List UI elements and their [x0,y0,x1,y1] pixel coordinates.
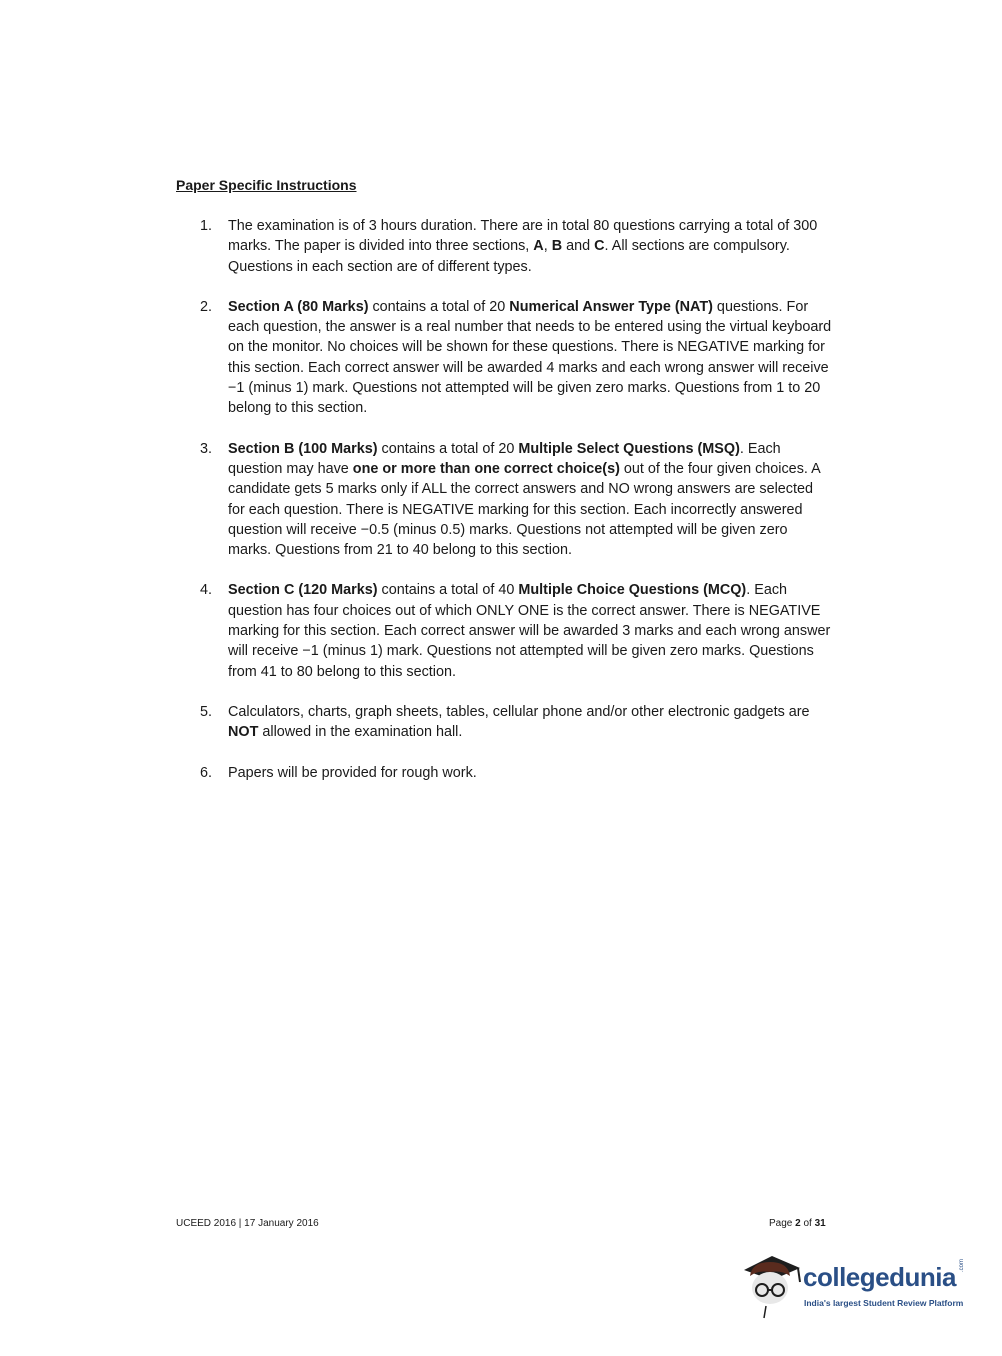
instruction-text [228,216,832,277]
bold-text: Multiple Select Questions (MSQ) [518,440,740,457]
bold-text: NOT [228,724,259,741]
instruction-item [200,580,832,681]
instruction-number: 1. [200,218,213,234]
instruction-item [200,763,832,783]
instruction-text [228,297,832,419]
instruction-item [200,216,832,277]
text-run: . Each question has four choices out of which ONLY ONE is the correct answer. There is NEGATIVE marking for this section. Each correct answer will be awarded 3 marks and each wrong answer will receive −1 (minus 1) mark. Questions not attempted will be given zero marks. Questions from 41 to 80 belong to this section. [228,582,831,680]
page-prefix: Page [769,1218,796,1229]
instruction-list [200,216,832,803]
text-run: out of the four given choices. A candidate gets 5 marks only if ALL the correct answers and NO wrong answers are selected for each question. There is NEGATIVE marking for this section. Each incorrectly answered question will receive −0.5 (minus 0.5) marks. Questions not attempted will be given zero marks. Questions from 21 to 40 belong to this section. [228,460,820,559]
page-current: 2 [795,1218,801,1229]
instruction-number: 3. [200,440,213,457]
instruction-text [228,580,832,681]
text-run: allowed in the examination hall. [258,724,463,741]
text-run: contains a total of 20 [377,440,519,457]
brand-domain: .com [959,1258,965,1272]
footer-page-number [769,1218,826,1229]
text-run: Calculators, charts, graph sheets, tables, cellular phone and/or other electronic gadgets are [228,703,810,720]
instruction-number: 2. [200,298,213,315]
bold-text: Section A (80 Marks) [228,298,369,315]
instruction-number: 4. [200,582,213,599]
instruction-text [228,439,832,561]
bold-text: Numerical Answer Type (NAT) [509,298,713,315]
footer-exam-date: UCEED 2016 | 17 January 2016 [176,1218,319,1229]
text-run: The examination is of 3 hours duration. There are in total 80 questions carrying a total of 300 marks. The paper is divided into three sections, [228,218,818,255]
text-run: , [543,238,552,255]
bold-text: one or more than one correct choice(s) [352,460,620,477]
page-of: of [800,1218,815,1229]
instruction-item [200,702,832,743]
bold-text: Section B (100 Marks) [228,440,378,457]
instruction-item [200,297,832,419]
bold-text: Section C (120 Marks) [228,582,378,599]
instruction-number: 6. [200,764,213,781]
page-heading: Paper Specific Instructions [176,177,357,193]
instruction-text [228,763,832,783]
text-run: questions. For each question, the answer is a real number that needs to be entered using the virtual keyboard on the monitor. No choices will be shown for these questions. There is NEGATIVE marking for this section. Each correct answer will be awarded 4 marks and each wrong answer will receive −1 (minus 1) mark. Questions not attempted will be given zero marks. Questions from 1 to 20 belong to this section. [228,298,832,417]
brand-name: collegedunia [803,1262,956,1292]
instruction-text [228,702,832,743]
instruction-item [200,439,832,561]
bold-text: C [594,238,605,255]
brand-tagline: India's largest Student Review Platform [804,1298,964,1308]
bold-text: A [533,238,544,255]
text-run: . Each question may have [228,440,781,477]
bold-text: B [551,238,563,255]
text-run: contains a total of 20 [368,298,510,315]
text-run: and [562,238,595,255]
text-run: Papers will be provided for rough work. [228,764,477,781]
page-total: 31 [814,1218,826,1229]
instruction-number: 5. [200,703,213,720]
bold-text: Multiple Choice Questions (MCQ) [518,582,747,599]
text-run: contains a total of 40 [377,582,519,599]
text-run: . All sections are compulsory. Questions in each section are of different types. [228,238,790,275]
